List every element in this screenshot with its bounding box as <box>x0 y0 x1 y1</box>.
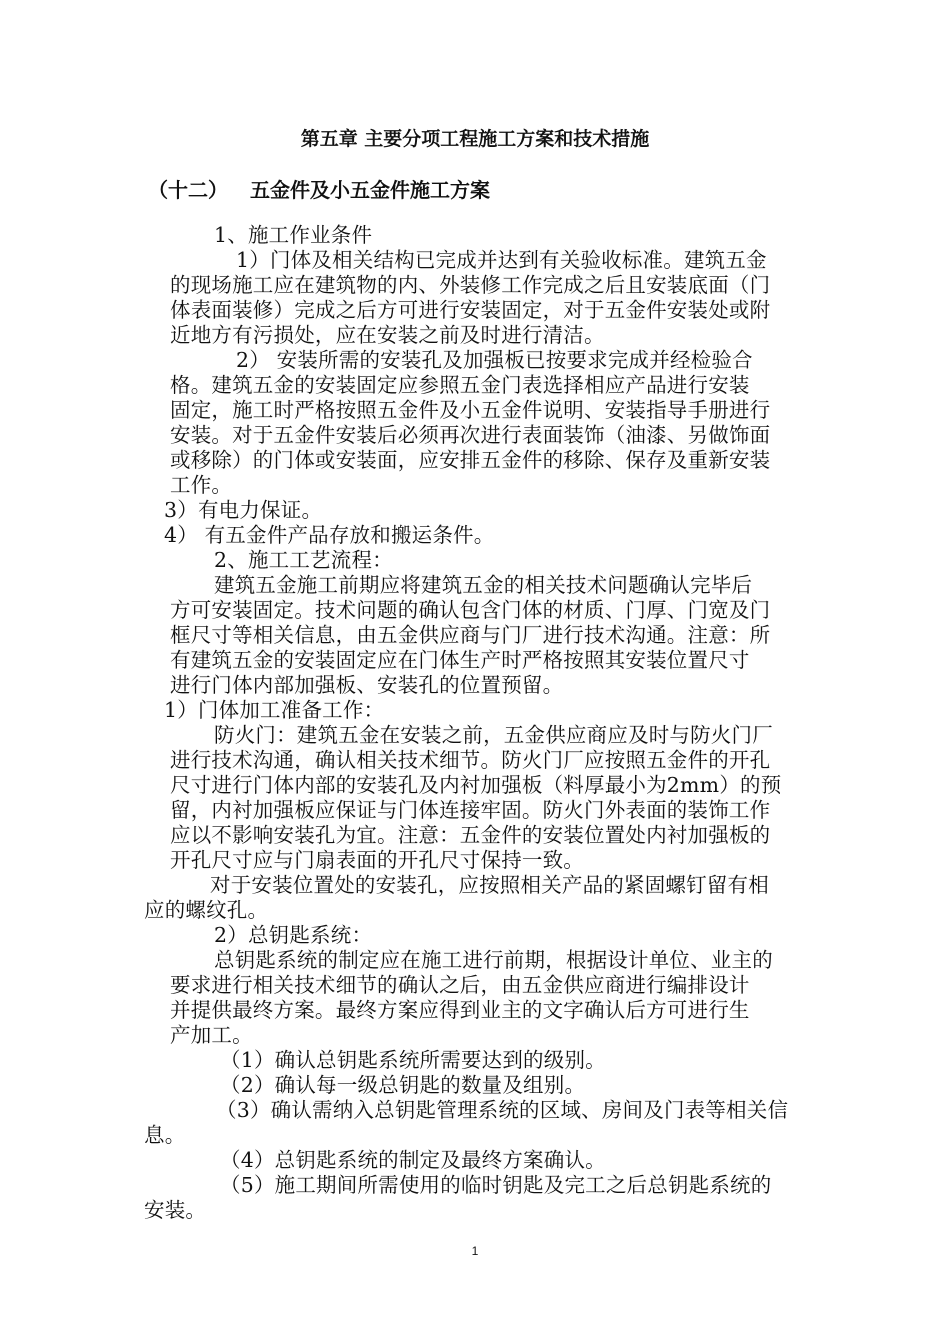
page-number: 1 <box>471 1244 479 1258</box>
body-line: 息。 <box>144 1123 186 1147</box>
body-line: （5）施工期间所需使用的临时钥匙及完工之后总钥匙系统的 <box>220 1173 772 1197</box>
body-line: （4）总钥匙系统的制定及最终方案确认。 <box>220 1148 606 1172</box>
body-line: 体表面装修）完成之后方可进行安装固定，对于五金件安装处或附 <box>170 298 771 322</box>
body-line: 防火门：建筑五金在安装之前，五金供应商应及时与防火门厂 <box>214 723 773 747</box>
body-line: 尺寸进行门体内部的安装孔及内衬加强板（料厚最小为2mm）的预 <box>170 773 782 797</box>
body-line: 应的螺纹孔。 <box>144 898 269 922</box>
section-heading <box>148 174 490 203</box>
body-line: 或移除）的门体或安装面，应安排五金件的移除、保存及重新安装 <box>170 448 771 472</box>
body-line: 安装。 <box>144 1198 207 1222</box>
body-line: 留，内衬加强板应保证与门体连接牢固。防火门外表面的装饰工作 <box>170 798 771 822</box>
body-line: （1）确认总钥匙系统所需要达到的级别。 <box>220 1048 606 1072</box>
section-title: 五金件及小五金件施工方案 <box>250 178 490 202</box>
body-line: 并提供最终方案。最终方案应得到业主的文字确认后方可进行生 <box>170 998 750 1022</box>
body-line: 1、施工作业条件 <box>214 223 373 247</box>
body-line: 4） 有五金件产品存放和搬运条件。 <box>164 523 495 547</box>
body-line: 有建筑五金的安装固定应在门体生产时严格按照其安装位置尺寸 <box>170 648 750 672</box>
body-line: 1）门体及相关结构已完成并达到有关验收标准。建筑五金 <box>236 248 767 272</box>
body-line: 应以不影响安装孔为宜。注意：五金件的安装位置处内衬加强板的 <box>170 823 771 847</box>
chapter-title: 第五章 主要分项工程施工方案和技术措施 <box>300 128 650 150</box>
body-line: 固定，施工时严格按照五金件及小五金件说明、安装指导手册进行 <box>170 398 771 422</box>
body-line: 进行门体内部加强板、安装孔的位置预留。 <box>170 673 564 697</box>
body-line: 工作。 <box>170 473 233 497</box>
body-line: 要求进行相关技术细节的确认之后，由五金供应商进行编排设计 <box>170 973 750 997</box>
body-line: 框尺寸等相关信息，由五金供应商与门厂进行技术沟通。注意：所 <box>170 623 771 647</box>
body-line: 产加工。 <box>170 1023 253 1047</box>
body-line: 方可安装固定。技术问题的确认包含门体的材质、门厚、门宽及门 <box>170 598 771 622</box>
body-line: （3）确认需纳入总钥匙管理系统的区域、房间及门表等相关信 <box>216 1098 789 1122</box>
body-line: 的现场施工应在建筑物的内、外装修工作完成之后且安装底面（门 <box>170 273 771 297</box>
body-line: 建筑五金施工前期应将建筑五金的相关技术问题确认完毕后 <box>214 573 753 597</box>
body-line: （2）确认每一级总钥匙的数量及组别。 <box>220 1073 586 1097</box>
body-line: 格。建筑五金的安装固定应参照五金门表选择相应产品进行安装 <box>170 373 750 397</box>
body-line: 1）门体加工准备工作： <box>164 698 385 722</box>
body-line: 近地方有污损处，应在安装之前及时进行清洁。 <box>170 323 605 347</box>
section-number: （十二） <box>148 178 228 202</box>
body-line: 开孔尺寸应与门扇表面的开孔尺寸保持一致。 <box>170 848 584 872</box>
body-line: 总钥匙系统的制定应在施工进行前期，根据设计单位、业主的 <box>214 948 773 972</box>
body-line: 2） 安装所需的安装孔及加强板已按要求完成并经检验合 <box>236 348 753 372</box>
body-line: 对于安装位置处的安装孔，应按照相关产品的紧固螺钉留有相 <box>210 873 769 897</box>
body-line: 进行技术沟通，确认相关技术细节。防火门厂应按照五金件的开孔 <box>170 748 771 772</box>
body-line: 3）有电力保证。 <box>164 498 323 522</box>
body-line: 安装。对于五金件安装后必须再次进行表面装饰（油漆、另做饰面 <box>170 423 771 447</box>
body-line: 2）总钥匙系统： <box>214 923 373 947</box>
body-line: 2、施工工艺流程： <box>214 548 393 572</box>
